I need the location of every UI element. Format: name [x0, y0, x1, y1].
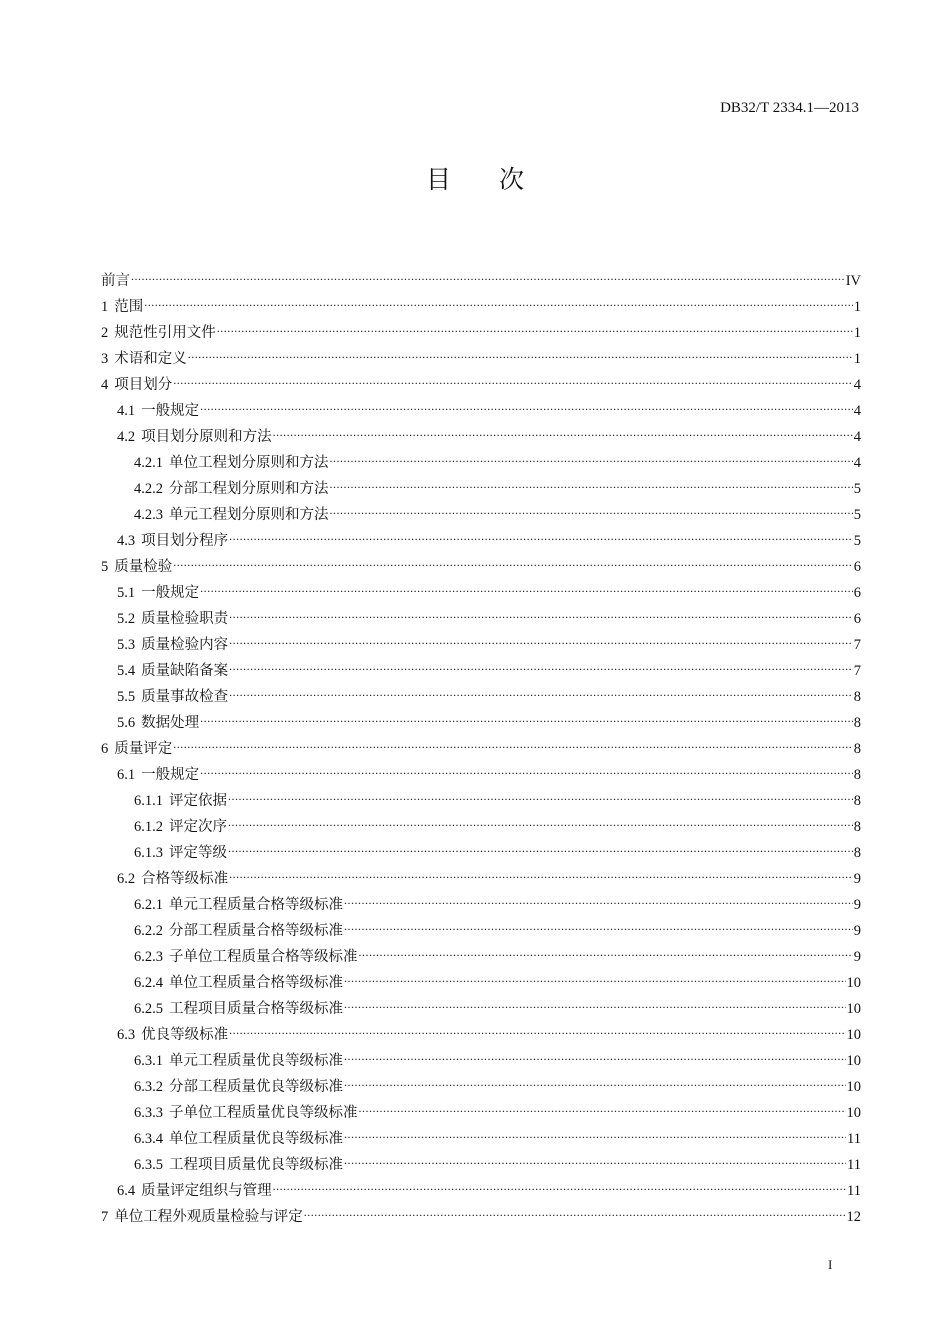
- toc-entry-label: 质量缺陷备案: [141, 663, 229, 679]
- toc-entry-label: 单位工程质量优良等级标准: [169, 1131, 343, 1147]
- toc-entry-label: 前言: [101, 273, 130, 289]
- toc-leader-dots: [229, 635, 853, 649]
- toc-entry[interactable]: [101, 866, 861, 892]
- toc-entry-number: 4.2.3: [134, 507, 163, 523]
- toc-entry-label: 单元工程质量合格等级标准: [169, 897, 343, 913]
- toc-leader-dots: [200, 765, 853, 779]
- toc-entry[interactable]: [101, 996, 861, 1022]
- toc-entry[interactable]: [101, 346, 861, 372]
- toc-entry[interactable]: [101, 450, 861, 476]
- toc-entry-label: 工程项目质量合格等级标准: [169, 1001, 343, 1017]
- toc-entry-label: 子单位工程质量优良等级标准: [169, 1105, 358, 1121]
- table-of-contents: [101, 268, 861, 1230]
- toc-leader-dots: [229, 1025, 845, 1039]
- toc-entry-number: 6: [101, 741, 109, 757]
- toc-entry-number: 6.1.1: [134, 793, 163, 809]
- toc-entry-page: 6: [853, 585, 861, 601]
- toc-entry-page: 8: [853, 793, 861, 809]
- toc-entry[interactable]: [101, 294, 861, 320]
- toc-entry-label: 质量事故检查: [141, 689, 229, 705]
- toc-entry-label: 质量检验职责: [141, 611, 229, 627]
- toc-entry-number: 6.4: [117, 1183, 136, 1199]
- toc-entry-page: 4: [853, 377, 861, 393]
- toc-leader-dots: [330, 453, 853, 467]
- toc-entry-page: 8: [853, 689, 861, 705]
- toc-entry-page: 10: [846, 1001, 861, 1017]
- toc-entry-number: 6.2.5: [134, 1001, 163, 1017]
- toc-entry-label: 单元工程划分原则和方法: [169, 507, 329, 523]
- toc-entry-page: 6: [853, 559, 861, 575]
- toc-entry-label: 优良等级标准: [141, 1027, 229, 1043]
- toc-entry-label: 术语和定义: [114, 351, 187, 367]
- toc-entry-label: 单位工程质量合格等级标准: [169, 975, 343, 991]
- toc-leader-dots: [344, 1077, 846, 1091]
- toc-entry-label: 范围: [114, 299, 144, 315]
- toc-entry-page: 7: [853, 663, 861, 679]
- toc-entry[interactable]: [101, 1152, 861, 1178]
- toc-entry[interactable]: [101, 970, 861, 996]
- toc-entry-page: 11: [847, 1183, 861, 1199]
- toc-entry-number: 5.3: [117, 637, 136, 653]
- toc-entry-label: 项目划分程序: [141, 533, 229, 549]
- page-title: [0, 160, 950, 196]
- toc-entry-page: 11: [847, 1157, 861, 1173]
- toc-entry-page: 8: [853, 741, 861, 757]
- toc-leader-dots: [173, 557, 853, 571]
- toc-entry-number: 5: [101, 559, 109, 575]
- toc-leader-dots: [344, 999, 846, 1013]
- toc-entry-page: 7: [853, 637, 861, 653]
- toc-entry-page: 10: [846, 1105, 861, 1121]
- toc-entry-number: 4.2.2: [134, 481, 163, 497]
- toc-entry[interactable]: [101, 1048, 861, 1074]
- toc-entry-number: 5.5: [117, 689, 136, 705]
- toc-entry-page: 6: [853, 611, 861, 627]
- toc-entry[interactable]: [101, 788, 861, 814]
- toc-entry-number: 4.2: [117, 429, 136, 445]
- toc-entry-page: 1: [853, 351, 861, 367]
- toc-leader-dots: [173, 375, 853, 389]
- toc-entry[interactable]: [101, 1204, 861, 1230]
- toc-entry-number: 4.2.1: [134, 455, 163, 471]
- toc-leader-dots: [344, 973, 846, 987]
- toc-entry-number: 4.3: [117, 533, 136, 549]
- toc-entry[interactable]: [101, 632, 861, 658]
- toc-entry-number: 7: [101, 1209, 109, 1225]
- toc-entry-label: 规范性引用文件: [114, 325, 216, 341]
- title-char-1: 目: [425, 165, 451, 194]
- toc-entry-page: 8: [853, 845, 861, 861]
- toc-entry[interactable]: [101, 736, 861, 762]
- toc-entry-number: 5.1: [117, 585, 136, 601]
- toc-leader-dots: [359, 947, 853, 961]
- toc-entry[interactable]: [101, 476, 861, 502]
- toc-entry[interactable]: [101, 502, 861, 528]
- toc-entry[interactable]: [101, 1074, 861, 1100]
- toc-leader-dots: [229, 609, 853, 623]
- toc-entry-number: 6.3.2: [134, 1079, 163, 1095]
- toc-leader-dots: [344, 1051, 846, 1065]
- toc-entry-page: 10: [846, 975, 861, 991]
- toc-entry-label: 评定依据: [169, 793, 227, 809]
- toc-entry-label: 质量检验: [114, 559, 173, 575]
- toc-entry-number: 6.1.3: [134, 845, 163, 861]
- toc-entry-label: 单元工程质量优良等级标准: [169, 1053, 343, 1069]
- toc-entry-label: 项目划分: [114, 377, 173, 393]
- toc-leader-dots: [330, 505, 853, 519]
- toc-entry-number: 6.2: [117, 871, 136, 887]
- toc-entry-number: 5.2: [117, 611, 136, 627]
- toc-leader-dots: [344, 895, 853, 909]
- toc-entry[interactable]: [101, 528, 861, 554]
- toc-leader-dots: [229, 687, 853, 701]
- toc-leader-dots: [229, 531, 853, 545]
- toc-entry-label: 分部工程质量合格等级标准: [169, 923, 343, 939]
- toc-entry[interactable]: [101, 320, 861, 346]
- toc-entry-label: 项目划分原则和方法: [141, 429, 272, 445]
- toc-entry-number: 5.4: [117, 663, 136, 679]
- toc-leader-dots: [144, 297, 853, 311]
- toc-leader-dots: [200, 713, 853, 727]
- toc-entry[interactable]: [101, 814, 861, 840]
- toc-entry[interactable]: [101, 398, 861, 424]
- toc-entry-label: 工程项目质量优良等级标准: [169, 1157, 343, 1173]
- toc-entry-label: 质量评定组织与管理: [141, 1183, 272, 1199]
- toc-entry-number: 6.2.4: [134, 975, 163, 991]
- toc-leader-dots: [200, 583, 853, 597]
- toc-leader-dots: [273, 1181, 846, 1195]
- toc-entry-number: 6.3.1: [134, 1053, 163, 1069]
- toc-leader-dots: [229, 869, 853, 883]
- toc-entry-label: 一般规定: [141, 767, 200, 783]
- toc-entry[interactable]: [101, 1126, 861, 1152]
- toc-entry[interactable]: [101, 892, 861, 918]
- toc-entry-label: 一般规定: [141, 403, 200, 419]
- toc-entry-number: 4.1: [117, 403, 136, 419]
- toc-leader-dots: [217, 323, 853, 337]
- toc-entry-page: 10: [846, 1079, 861, 1095]
- toc-entry[interactable]: [101, 554, 861, 580]
- toc-entry[interactable]: [101, 372, 861, 398]
- toc-entry-number: 3: [101, 351, 109, 367]
- toc-leader-dots: [228, 791, 853, 805]
- toc-entry-label: 评定等级: [169, 845, 227, 861]
- page-number: I: [828, 1257, 833, 1272]
- toc-entry-label: 质量评定: [114, 741, 173, 757]
- toc-entry-page: 10: [846, 1027, 861, 1043]
- toc-entry-page: 11: [847, 1131, 861, 1147]
- toc-entry[interactable]: [101, 1100, 861, 1126]
- toc-leader-dots: [188, 349, 853, 363]
- toc-leader-dots: [173, 739, 853, 753]
- toc-leader-dots: [344, 921, 853, 935]
- toc-entry[interactable]: [101, 424, 861, 450]
- toc-entry-number: 6.1: [117, 767, 136, 783]
- toc-entry[interactable]: [101, 840, 861, 866]
- toc-entry-number: 6.2.3: [134, 949, 163, 965]
- toc-entry-page: 8: [853, 819, 861, 835]
- toc-entry-page: 1: [853, 325, 861, 341]
- toc-entry-page: 5: [853, 507, 861, 523]
- toc-entry-label: 一般规定: [141, 585, 200, 601]
- toc-entry-number: 6.1.2: [134, 819, 163, 835]
- toc-entry-number: 6.2.2: [134, 923, 163, 939]
- toc-leader-dots: [344, 1155, 846, 1169]
- toc-leader-dots: [304, 1207, 846, 1221]
- toc-entry-page: 8: [853, 767, 861, 783]
- toc-entry[interactable]: [101, 658, 861, 684]
- toc-leader-dots: [228, 817, 853, 831]
- toc-entry-page: 9: [853, 897, 861, 913]
- toc-leader-dots: [228, 843, 853, 857]
- toc-entry-page: IV: [845, 273, 861, 289]
- toc-leader-dots: [200, 401, 853, 415]
- toc-leader-dots: [344, 1129, 846, 1143]
- toc-entry-label: 分部工程质量优良等级标准: [169, 1079, 343, 1095]
- toc-entry[interactable]: [101, 684, 861, 710]
- toc-entry-page: 9: [853, 871, 861, 887]
- toc-entry-number: 4: [101, 377, 109, 393]
- toc-entry[interactable]: [101, 762, 861, 788]
- toc-entry-label: 分部工程划分原则和方法: [169, 481, 329, 497]
- toc-entry-number: 2: [101, 325, 109, 341]
- toc-entry-number: 6.3.3: [134, 1105, 163, 1121]
- toc-entry[interactable]: [101, 918, 861, 944]
- toc-entry-page: 9: [853, 949, 861, 965]
- toc-leader-dots: [273, 427, 853, 441]
- toc-entry[interactable]: [101, 606, 861, 632]
- toc-entry-page: 4: [853, 455, 861, 471]
- toc-leader-dots: [359, 1103, 846, 1117]
- toc-entry-page: 12: [846, 1209, 861, 1225]
- toc-entry-page: 1: [853, 299, 861, 315]
- toc-entry[interactable]: [101, 944, 861, 970]
- toc-entry-number: 1: [101, 299, 109, 315]
- toc-entry-label: 质量检验内容: [141, 637, 229, 653]
- toc-entry-label: 合格等级标准: [141, 871, 229, 887]
- toc-entry-page: 5: [853, 481, 861, 497]
- toc-leader-dots: [131, 271, 845, 285]
- toc-entry-number: 6.3: [117, 1027, 136, 1043]
- toc-entry[interactable]: [101, 710, 861, 736]
- toc-entry[interactable]: [101, 580, 861, 606]
- toc-entry-label: 子单位工程质量合格等级标准: [169, 949, 358, 965]
- toc-entry-page: 4: [853, 429, 861, 445]
- toc-leader-dots: [330, 479, 853, 493]
- toc-entry-label: 单位工程外观质量检验与评定: [114, 1209, 303, 1225]
- toc-entry-number: 6.2.1: [134, 897, 163, 913]
- toc-entry-number: 5.6: [117, 715, 136, 731]
- toc-entry-page: 5: [853, 533, 861, 549]
- toc-entry-number: 6.3.4: [134, 1131, 163, 1147]
- toc-entry-label: 单位工程划分原则和方法: [169, 455, 329, 471]
- toc-entry[interactable]: [101, 268, 861, 294]
- toc-entry-page: 8: [853, 715, 861, 731]
- toc-entry-label: 评定次序: [169, 819, 227, 835]
- toc-entry-page: 4: [853, 403, 861, 419]
- toc-entry-label: 数据处理: [141, 715, 200, 731]
- title-char-2: 次: [499, 165, 525, 194]
- document-code: DB32/T 2334.1—2013: [720, 100, 859, 116]
- toc-entry[interactable]: [101, 1022, 861, 1048]
- toc-entry-number: 6.3.5: [134, 1157, 163, 1173]
- toc-entry-page: 10: [846, 1053, 861, 1069]
- toc-entry-page: 9: [853, 923, 861, 939]
- toc-entry[interactable]: [101, 1178, 861, 1204]
- toc-leader-dots: [229, 661, 853, 675]
